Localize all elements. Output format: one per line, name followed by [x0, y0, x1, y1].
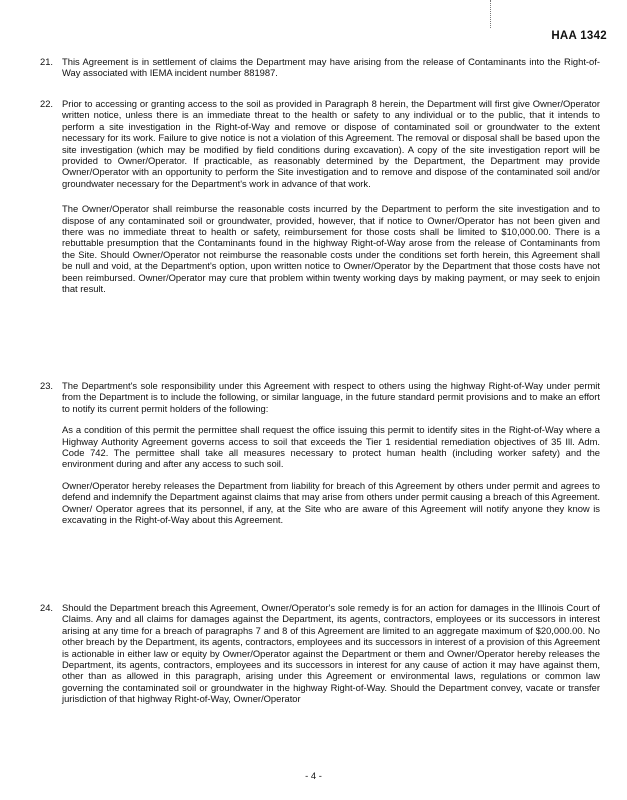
paragraph-text: This Agreement is in settlement of claims the Department may have arising from the release of Contaminants into the Right-of-Way associated with IEMA incident number 881987. — [62, 56, 600, 79]
paragraph-number: 21. — [40, 56, 54, 67]
paragraph-24 — [40, 602, 600, 713]
paragraph-text: The Department's sole responsibility under this Agreement with respect to others using the highway Right-of-Way under permit from the Department is to include the following, or similar language, in the future standard permit provisions and to make an effort to notify its current permit holders of the following: — [62, 380, 600, 414]
document-id: HAA 1342 — [551, 30, 607, 42]
paragraph-23 — [40, 380, 600, 533]
paragraph-text: Owner/Operator hereby releases the Department from liability for breach of this Agreement by others under permit and agrees to defend and indemnify the Department against claims that may arise from others under permit causing a breach of this Agreement. Owner/ Operator agrees that its personnel, if any, at the Site who are aware of this Agreement will notify anyone they know is excavating in the Right-of-Way about this Agreement. — [62, 479, 600, 526]
paragraph-22 — [40, 98, 600, 303]
paragraph-21 — [40, 56, 600, 87]
paragraph-number: 24. — [40, 602, 54, 613]
paragraph-number: 23. — [40, 380, 54, 391]
permit-condition-quote: As a condition of this permit the permittee shall request the office issuing this permit to identify sites in the Right-of-Way where a Highway Authority Agreement governs access to soil that exceeds the Tier 1 residential remediation objectives of 35 Ill. Adm. Code 742. The permittee shall take all measures necessary to protect human health (including worker safety) and the environment during and after any access to such soil. — [62, 424, 600, 470]
page-number: - 4 - — [305, 770, 322, 781]
paragraph-text: The Owner/Operator shall reimburse the reasonable costs incurred by the Department to perform the site investigation and to dispose of any contaminated soil or groundwater, provided, however, that if notice to Owner/Operator has not been given and there was no immediate threat to health or safety, reimbursement for those costs shall be limited to $10,000.00. There is a rebuttable presumption that the Contaminants found in the highway Right-of-Way arose from the release of Contaminants from the Site. Should Owner/Operator not reimburse the reasonable costs under the conditions set forth herein, this Agreement shall be null and void, at the Department's option, upon written notice to Owner/Operator by the Department that those costs have not been reimbursed. Owner/Operator may cure that problem within twenty working days by making payment, or may seek to enjoin that result. — [62, 203, 600, 295]
scan-edge-mark — [490, 0, 491, 28]
paragraph-number: 22. — [40, 98, 54, 109]
paragraph-text: Should the Department breach this Agreement, Owner/Operator's sole remedy is for an action for damages in the Illinois Court of Claims. Any and all claims for damages against the Department, its agents, contractors, employees or its successors in interest arising at any time for a breach of paragraphs 7 and 8 of this Agreement are limited to an aggregate maximum of $20,000.00. No other breach by the Department, its agents, contractors, employees and its successors in interest of a provision of this Agreement is actionable in either law or equity by Owner/Operator against the Department or them and Owner/Operator hereby releases the Department, its agents, contractors, employees and its successors in interest for any cause of action it may have against them, other than as allowed in this paragraph, arising under this Agreement or environmental laws, regulations or common law governing the contaminated soil or groundwater in the highway Right-of-Way. Should the Department convey, vacate or transfer jurisdiction of that highway Right-of-Way, Owner/Operator — [62, 602, 600, 705]
paragraph-text: Prior to accessing or granting access to the soil as provided in Paragraph 8 herein, the Department will first give Owner/Operator written notice, unless there is an immediate threat to the health or safety to any individual or to the public, that it intends to perform a site investigation in the Right-of-Way and remove or dispose of contaminated soil or groundwater to the extent necessary for its work. Failure to give notice is not a violation of this Agreement. The removal or disposal shall be based upon the site investigation (which may be modified by field conditions during excavation). A copy of the site investigation report will be provided to Owner/Operator. If practicable, as reasonably determined by the Department, the Department may provide Owner/Operator with an opportunity to perform the Site investigation and to remove and dispose of the contaminated soil and/or groundwater necessary for the Department's work in advance of that work. — [62, 98, 600, 189]
